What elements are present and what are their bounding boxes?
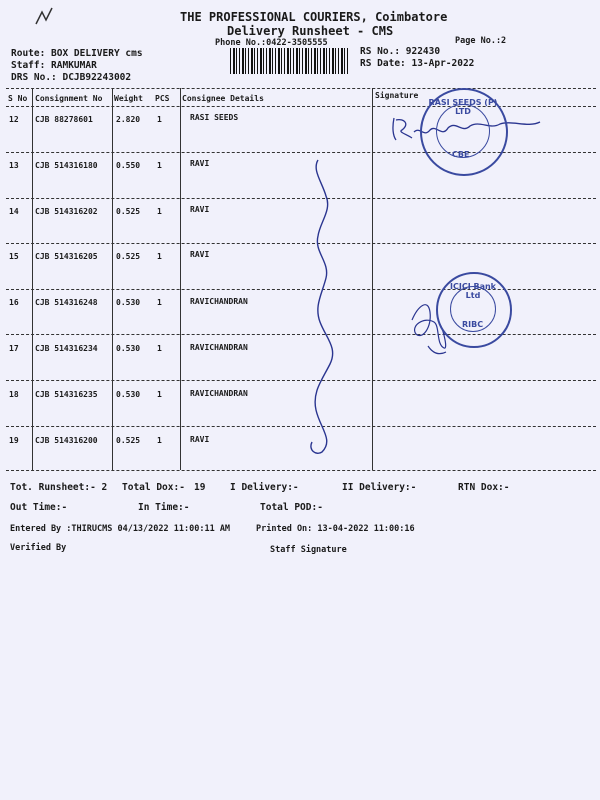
icici-stamp-code: RIBC — [462, 320, 484, 329]
row-consignment: CJB 514316235 — [35, 390, 98, 399]
phone-number: Phone No.:0422-3505555 — [215, 38, 328, 48]
rs-date: RS Date: 13-Apr-2022 — [360, 58, 475, 69]
row-consignment: CJB 514316234 — [35, 344, 98, 353]
row-pcs: 1 — [157, 436, 162, 445]
row-pcs: 1 — [157, 115, 162, 124]
row-consignee: RAVI — [190, 435, 210, 444]
row-consignment: CJB 88278601 — [35, 115, 93, 124]
rasi-stamp-city: CBE — [452, 150, 470, 159]
company-name: THE PROFESSIONAL COURIERS, Coimbatore — [180, 10, 448, 24]
row-pcs: 1 — [157, 298, 162, 307]
row-weight: 0.530 — [116, 298, 141, 307]
page-number: Page No.:2 — [455, 36, 507, 46]
col-sno: S No — [8, 94, 28, 103]
in-time: In Time:- — [138, 502, 190, 513]
ii-delivery: II Delivery:- — [342, 482, 417, 493]
rs-number: RS No.: 922430 — [360, 46, 441, 57]
col-consignment: Consignment No — [35, 94, 103, 103]
row-sno: 12 — [9, 115, 19, 124]
row-pcs: 1 — [157, 390, 162, 399]
staff-signature: Staff Signature — [270, 545, 347, 555]
total-pod: Total POD:- — [260, 502, 323, 513]
row-consignee: RAVI — [190, 205, 210, 214]
row-consignment: CJB 514316200 — [35, 436, 98, 445]
col-signature: Signature — [375, 91, 419, 100]
row-weight: 0.530 — [116, 390, 141, 399]
row-pcs: 1 — [157, 252, 162, 261]
row-consignee: RAVICHANDRAN — [190, 389, 248, 398]
i-delivery: I Delivery:- — [230, 482, 299, 493]
row-weight: 2.820 — [116, 115, 141, 124]
row-sno: 16 — [9, 298, 19, 307]
staff: Staff: RAMKUMAR — [11, 60, 97, 71]
rasi-stamp-text: RASI SEEDS (P) LTD — [428, 98, 498, 116]
col-consignee: Consignee Details — [182, 94, 264, 103]
verified-by: Verified By — [10, 543, 67, 553]
total-dox-label: Total Dox:- — [122, 482, 185, 493]
col-weight: Weight — [114, 94, 143, 103]
row-consignee: RASI SEEDS — [190, 113, 239, 122]
route: Route: BOX DELIVERY cms — [11, 48, 143, 59]
row-consignment: CJB 514316248 — [35, 298, 98, 307]
row-consignment: CJB 514316202 — [35, 207, 98, 216]
entered-by: Entered By :THIRUCMS 04/13/2022 11:00:11 AM — [10, 524, 231, 534]
row-weight: 0.525 — [116, 436, 141, 445]
row-pcs: 1 — [157, 161, 162, 170]
icici-stamp-text: ICICI Bank Ltd — [450, 282, 496, 300]
col-pcs: PCS — [155, 94, 170, 103]
row-consignee: RAVI — [190, 159, 210, 168]
row-sno: 15 — [9, 252, 19, 261]
tot-runsheet: Tot. Runsheet:- 2 — [10, 482, 108, 493]
row-weight: 0.550 — [116, 161, 141, 170]
row-consignee: RAVI — [190, 250, 210, 259]
row-pcs: 1 — [157, 344, 162, 353]
row-weight: 0.525 — [116, 207, 141, 216]
rtn-dox: RTN Dox:- — [458, 482, 510, 493]
row-weight: 0.530 — [116, 344, 141, 353]
row-consignee: RAVICHANDRAN — [190, 297, 248, 306]
row-sno: 19 — [9, 436, 19, 445]
document-title: Delivery Runsheet - CMS — [227, 24, 394, 38]
scan-mark-icon — [30, 4, 60, 28]
out-time: Out Time:- — [10, 502, 68, 513]
printed-on: Printed On: 13-04-2022 11:00:16 — [256, 524, 415, 534]
row-sno: 14 — [9, 207, 19, 216]
row-sno: 13 — [9, 161, 19, 170]
drs-number: DRS No.: DCJB92243002 — [11, 72, 132, 83]
total-dox-value: 19 — [194, 482, 206, 493]
row-weight: 0.525 — [116, 252, 141, 261]
row-pcs: 1 — [157, 207, 162, 216]
row-consignment: CJB 514316205 — [35, 252, 98, 261]
row-consignment: CJB 514316180 — [35, 161, 98, 170]
row-sno: 17 — [9, 344, 19, 353]
row-sno: 18 — [9, 390, 19, 399]
row-consignee: RAVICHANDRAN — [190, 343, 248, 352]
